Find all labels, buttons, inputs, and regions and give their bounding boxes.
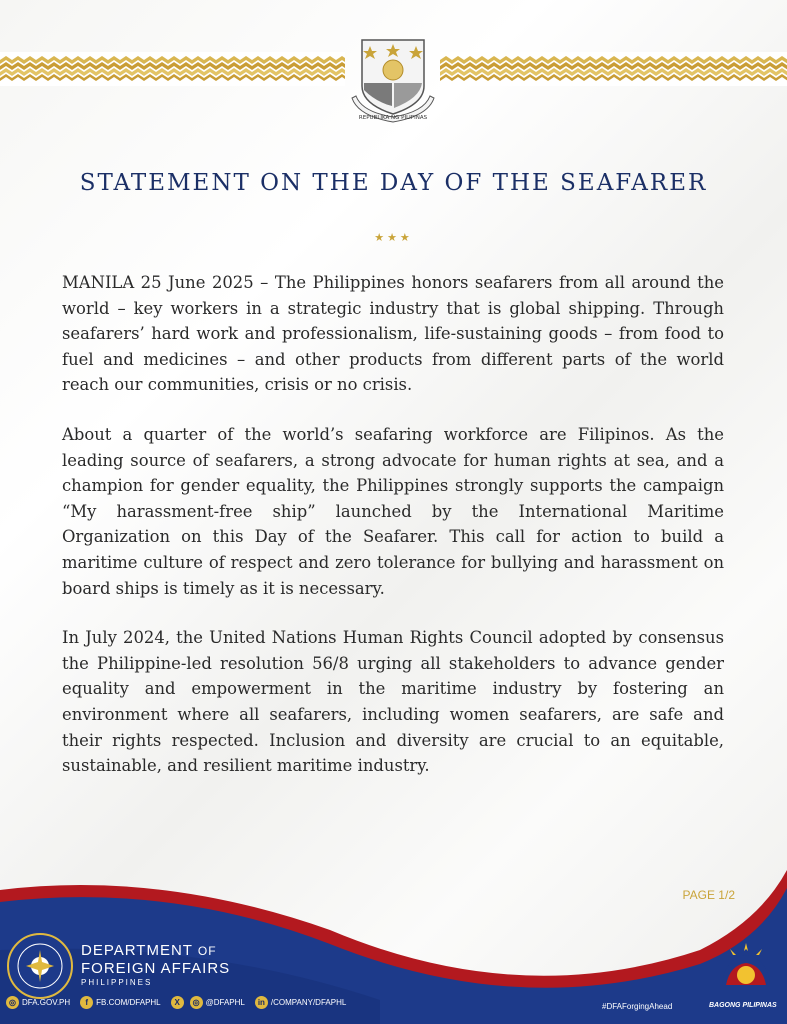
- page-number: PAGE 1/2: [682, 888, 735, 902]
- facebook-icon: f: [80, 996, 93, 1009]
- social-label: @DFAPHL: [205, 998, 245, 1007]
- hashtag: #DFAForgingAhead: [602, 1002, 673, 1011]
- dfa-seal-icon: [6, 932, 74, 1000]
- dept-line1: DEPARTMENT: [81, 942, 193, 959]
- paragraph-1: MANILA 25 June 2025 – The Philippines honors seafarers from all around the world – key workers in a strategic industry that is global shipping. Through seafarers’ hard work and professionalism, life-sustaining goods – from food to fuel and medicines – and other products from different parts of the world reach our communities, crisis or no crisis.: [62, 273, 724, 395]
- social-links: [6, 996, 350, 1009]
- social-label: DFA.GOV.PH: [22, 998, 71, 1007]
- gold-border-left: [0, 52, 345, 86]
- star-ornament: ★★★: [374, 231, 413, 244]
- social-linkedin[interactable]: [255, 996, 346, 1009]
- social-instagram[interactable]: [190, 996, 245, 1009]
- bagong-pilipinas-label: BAGONG PILIPINAS: [709, 1002, 777, 1009]
- globe-icon: ◎: [6, 996, 19, 1009]
- instagram-icon: ◎: [190, 996, 203, 1009]
- social-label: FB.COM/DFAPHL: [96, 998, 161, 1007]
- social-facebook[interactable]: [80, 996, 160, 1009]
- paragraph-2: About a quarter of the world’s seafaring workforce are Filipinos. As the leading source of seafarers, a strong advocate for human rights at sea, and a champion for gender equality, the Philippines strongly supports the campaign “My harassment-free ship” launched by the International Maritime Organization on this Day of the Seafarer. This call for action to build a maritime culture of respect and zero tolerance for bullying and harassment on board ships is timely as it is necessary.: [62, 424, 724, 598]
- paragraph-3: In July 2024, the United Nations Human Rights Council adopted by consensus the Philippine-led resolution 56/8 urging all stakeholders to advance gender equality and empowerment in the maritime industry by fostering an environment where all seafarers, including women seafarers, are safe and their rights respected. Inclusion and diversity are crucial to an equitable, sustainable, and resilient maritime industry.: [62, 628, 724, 776]
- dept-of: OF: [197, 944, 217, 958]
- dept-line3: PHILIPPINES: [81, 978, 153, 987]
- linkedin-icon: in: [255, 996, 268, 1009]
- social-x[interactable]: [171, 996, 184, 1009]
- dept-line2: FOREIGN AFFAIRS: [81, 960, 231, 977]
- coat-of-arms-icon: [348, 28, 438, 128]
- document-title: STATEMENT ON THE DAY OF THE SEAFARER: [79, 170, 708, 196]
- statement-body: [62, 270, 724, 803]
- social-website[interactable]: [6, 996, 70, 1009]
- department-name: [81, 942, 230, 987]
- gold-border-right: [440, 52, 787, 86]
- social-label: /COMPANY/DFAPHL: [270, 998, 347, 1007]
- svg-text:REPUBLIKA NG PILIPINAS: REPUBLIKA NG PILIPINAS: [358, 115, 428, 121]
- bagong-pilipinas-logo-icon: [712, 935, 780, 995]
- x-icon: X: [171, 996, 184, 1009]
